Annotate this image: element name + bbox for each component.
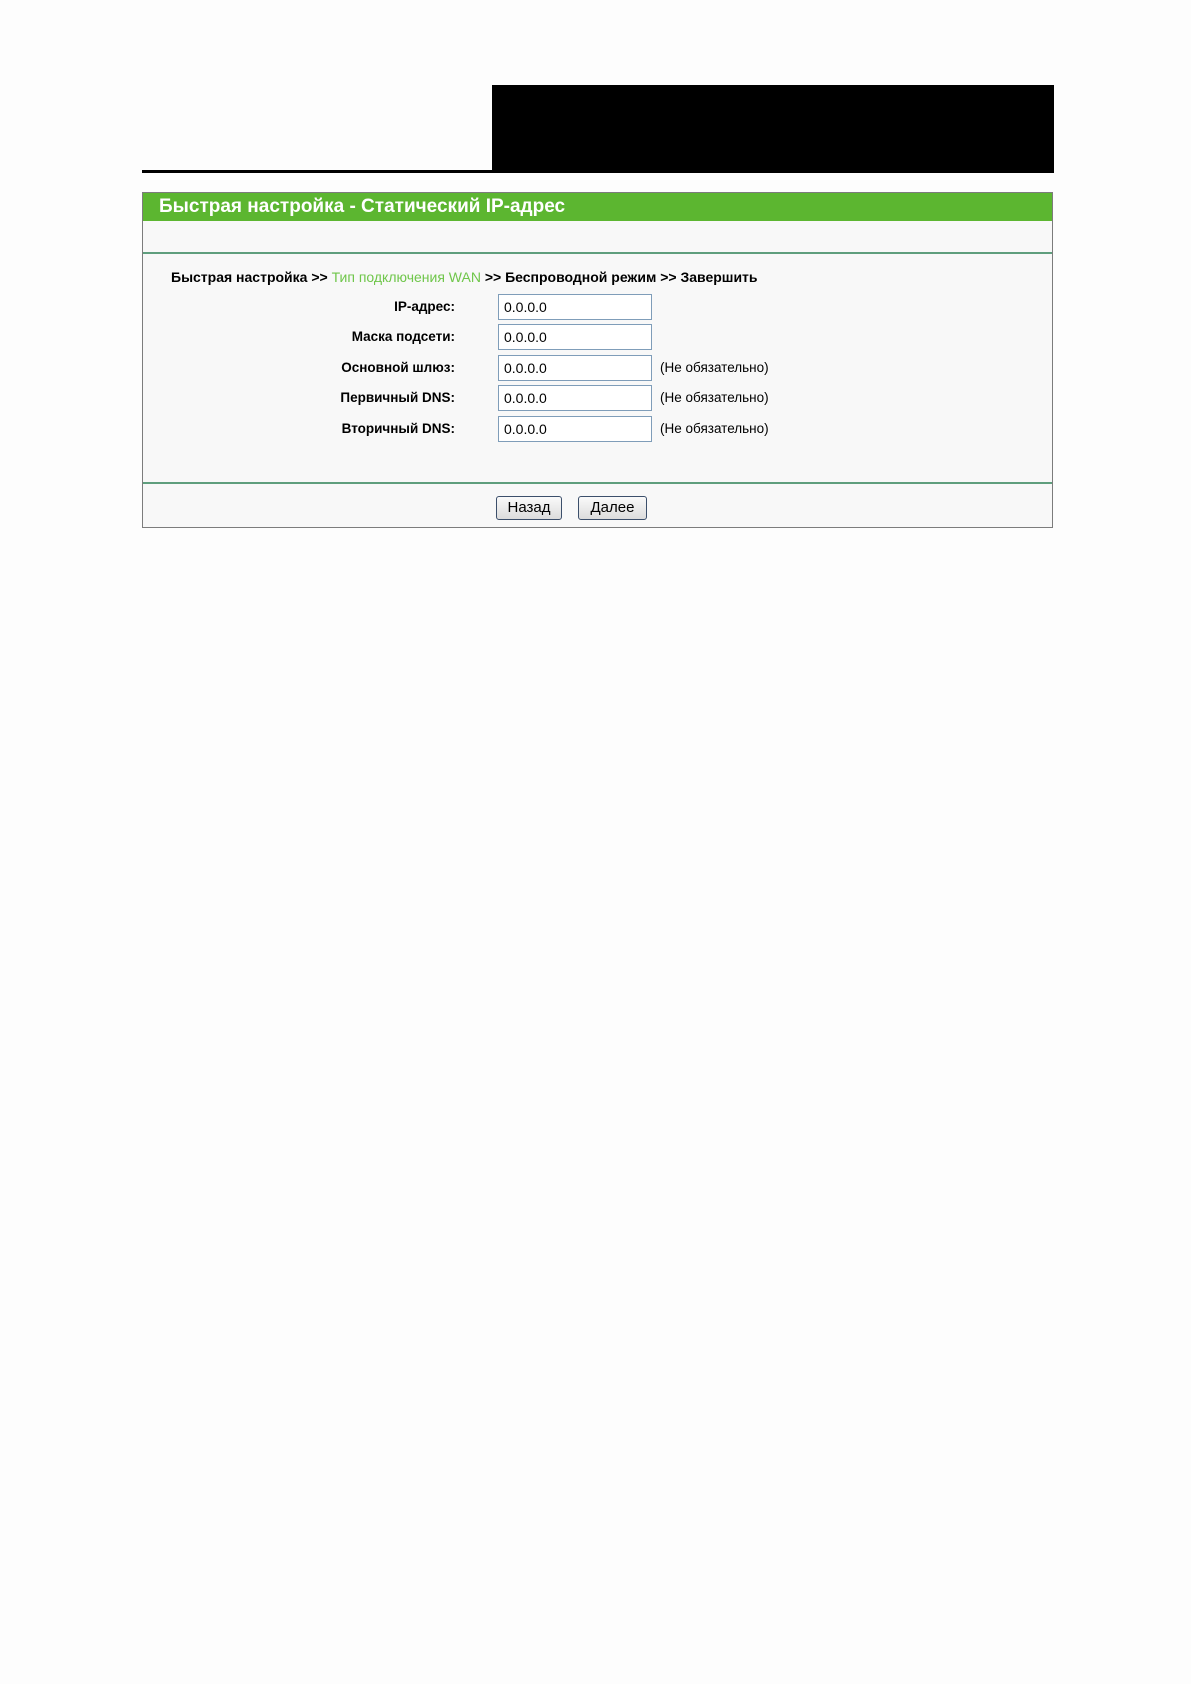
ip-address-row xyxy=(143,294,1052,320)
gateway-input[interactable] xyxy=(498,355,652,381)
secondary-dns-input[interactable] xyxy=(498,416,652,442)
quick-setup-panel xyxy=(142,192,1053,528)
secondary-dns-label: Вторичный DNS: xyxy=(341,421,455,436)
gateway-label: Основной шлюз: xyxy=(341,360,455,375)
header-rule xyxy=(142,170,492,173)
primary-dns-input[interactable] xyxy=(498,385,652,411)
secondary-dns-optional-note: (Не обязательно) xyxy=(660,421,769,436)
breadcrumb-separator: >> xyxy=(307,269,332,285)
breadcrumb-separator: >> xyxy=(480,269,506,285)
panel-title: Быстрая настройка - Статический IP-адрес xyxy=(143,193,1052,221)
next-button[interactable]: Далее xyxy=(578,496,647,520)
gateway-optional-note: (Не обязательно) xyxy=(660,360,769,375)
secondary-dns-row xyxy=(143,416,1052,442)
breadcrumb-step-finish: Завершить xyxy=(680,269,758,285)
subnet-mask-input[interactable] xyxy=(498,324,652,350)
subnet-mask-label: Маска подсети: xyxy=(351,329,455,344)
breadcrumb xyxy=(171,269,758,285)
breadcrumb-step-wan-type: Тип подключения WAN xyxy=(331,269,481,285)
ip-address-input[interactable] xyxy=(498,294,652,320)
primary-dns-label: Первичный DNS: xyxy=(340,390,455,405)
breadcrumb-step-quick-setup: Быстрая настройка xyxy=(171,269,308,285)
subnet-mask-row xyxy=(143,324,1052,350)
bottom-separator xyxy=(143,482,1052,484)
breadcrumb-step-wireless: Беспроводной режим xyxy=(505,269,657,285)
back-button[interactable]: Назад xyxy=(496,496,562,520)
primary-dns-row xyxy=(143,385,1052,411)
gateway-row xyxy=(143,355,1052,381)
breadcrumb-separator: >> xyxy=(656,269,681,285)
top-separator xyxy=(143,252,1052,254)
ip-address-label: IP-адрес: xyxy=(394,299,455,314)
primary-dns-optional-note: (Не обязательно) xyxy=(660,390,769,405)
header-banner xyxy=(492,85,1054,173)
